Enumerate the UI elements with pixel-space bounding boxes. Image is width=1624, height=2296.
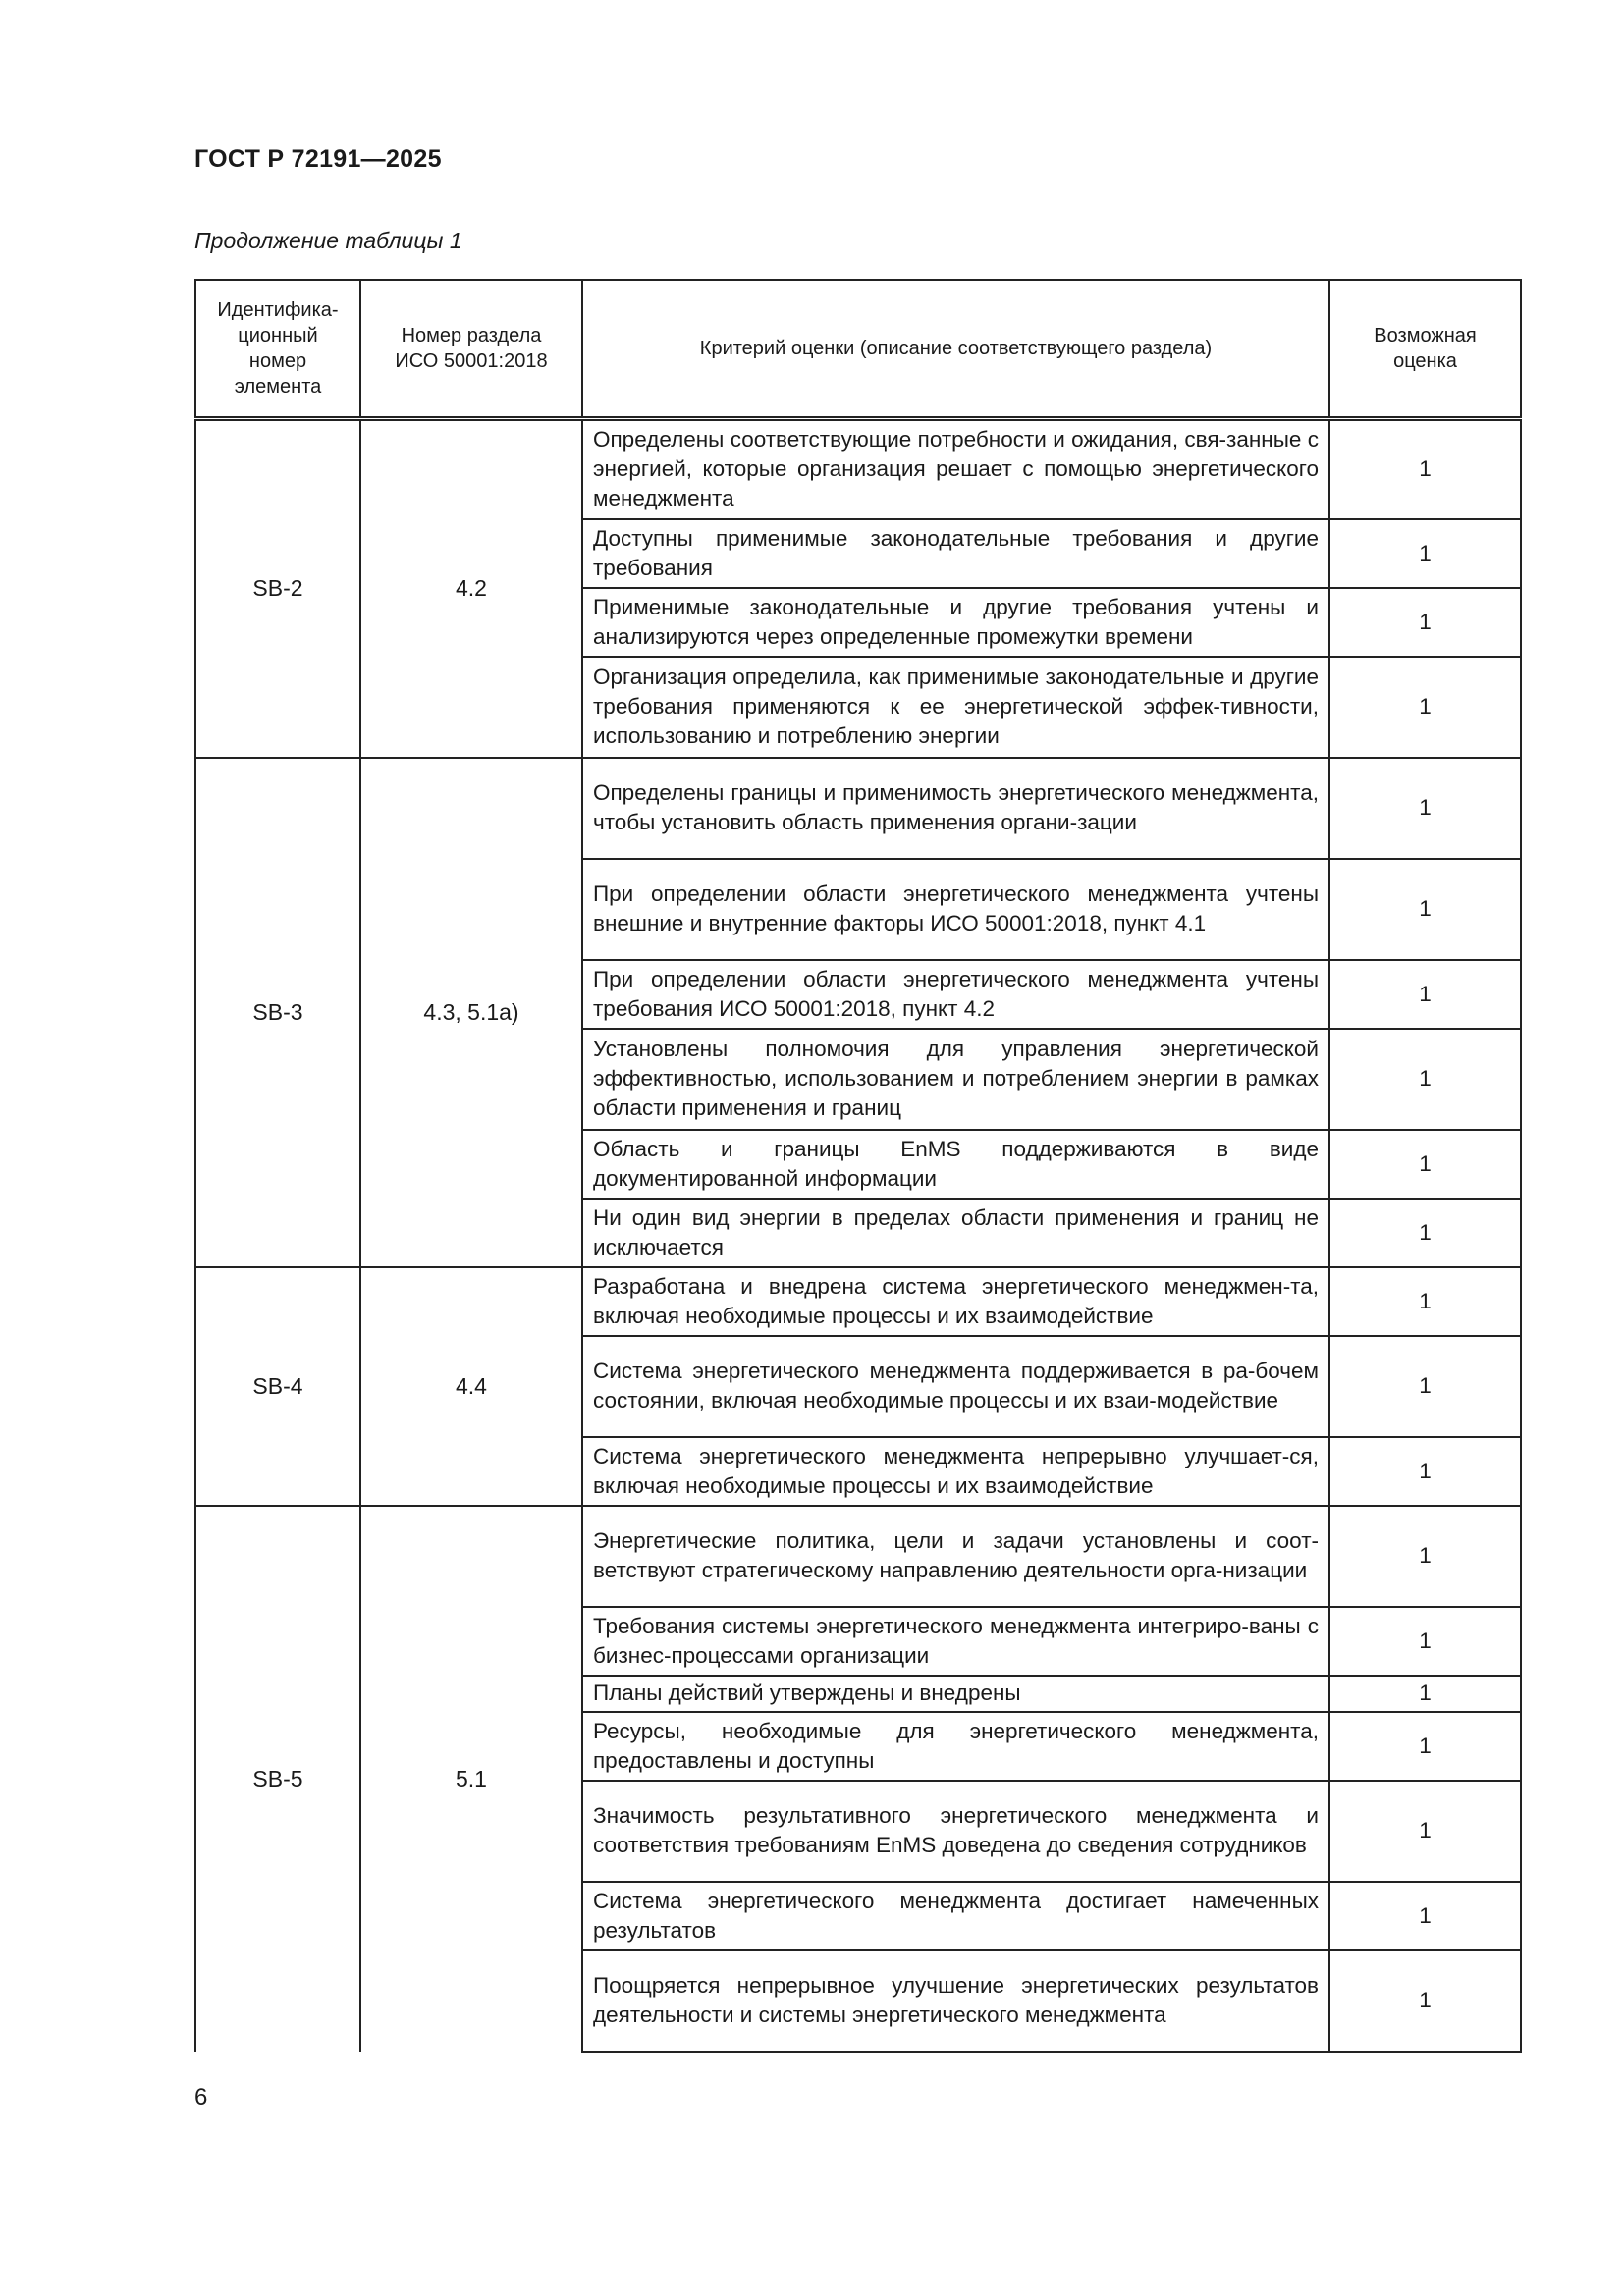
criterion-cell: Система энергетического менеджмента непрерывно улучшает-ся, включая необходимые процессы и их взаимодействие — [582, 1437, 1329, 1506]
table-row — [195, 1267, 1521, 1336]
table-caption: Продолжение таблицы 1 — [194, 228, 462, 253]
table-body — [195, 418, 1521, 2052]
criterion-cell: Организация определила, как применимые законодательные и другие требования применяются к ее энергетической эффек-тивности, использованию и потреблению энергии — [582, 657, 1329, 758]
score-cell: 1 — [1329, 1336, 1521, 1437]
page-number: 6 — [194, 2084, 208, 2110]
score-cell: 1 — [1329, 519, 1521, 588]
element-id-cell: SB-3 — [195, 758, 360, 1267]
score-cell: 1 — [1329, 1712, 1521, 1781]
criterion-cell: Система энергетического менеджмента достигает намеченных результатов — [582, 1882, 1329, 1950]
element-id-cell: SB-2 — [195, 418, 360, 758]
score-cell: 1 — [1329, 1506, 1521, 1607]
score-cell: 1 — [1329, 657, 1521, 758]
criterion-cell: Область и границы EnMS поддерживаются в виде документированной информации — [582, 1130, 1329, 1199]
criterion-cell: Установлены полномочия для управления энергетической эффективностью, использованием и потреблением энергии в рамках области применения и границ — [582, 1029, 1329, 1130]
iso-section-cell: 5.1 — [360, 1506, 582, 2052]
iso-section-cell: 4.2 — [360, 418, 582, 758]
criterion-cell: Определены границы и применимость энергетического менеджмента, чтобы установить область применения органи-зации — [582, 758, 1329, 859]
criterion-cell: Доступны применимые законодательные требования и другие требования — [582, 519, 1329, 588]
score-cell: 1 — [1329, 1029, 1521, 1130]
document-header: ГОСТ Р 72191—2025 — [194, 145, 442, 173]
criterion-cell: Система энергетического менеджмента поддерживается в ра-бочем состоянии, включая необходимые процессы и их взаи-модействие — [582, 1336, 1329, 1437]
element-id-cell: SB-5 — [195, 1506, 360, 2052]
score-cell: 1 — [1329, 1950, 1521, 2052]
score-cell: 1 — [1329, 418, 1521, 519]
score-cell: 1 — [1329, 1130, 1521, 1199]
criterion-cell: Требования системы энергетического менеджмента интегриро-ваны с бизнес-процессами организации — [582, 1607, 1329, 1676]
iso-section-cell: 4.3, 5.1a) — [360, 758, 582, 1267]
header-score: Возможная оценка — [1329, 280, 1521, 418]
criterion-cell: Определены соответствующие потребности и ожидания, свя-занные с энергией, которые организация решает с помощью энергетического менеджмента — [582, 418, 1329, 519]
score-cell: 1 — [1329, 758, 1521, 859]
criterion-cell: Планы действий утверждены и внедрены — [582, 1676, 1329, 1712]
criterion-cell: При определении области энергетического менеджмента учтены требования ИСО 50001:2018, пункт 4.2 — [582, 960, 1329, 1029]
table-row — [195, 758, 1521, 859]
score-cell: 1 — [1329, 1676, 1521, 1712]
header-iso-section: Номер раздела ИСО 50001:2018 — [360, 280, 582, 418]
header-criterion: Критерий оценки (описание соответствующего раздела) — [582, 280, 1329, 418]
criterion-cell: Поощряется непрерывное улучшение энергетических результатов деятельности и системы энергетического менеджмента — [582, 1950, 1329, 2052]
score-cell: 1 — [1329, 1199, 1521, 1267]
score-cell: 1 — [1329, 1267, 1521, 1336]
criterion-cell: Ни один вид энергии в пределах области применения и границ не исключается — [582, 1199, 1329, 1267]
score-cell: 1 — [1329, 1781, 1521, 1882]
score-cell: 1 — [1329, 1607, 1521, 1676]
criterion-cell: Значимость результативного энергетического менеджмента и соответствия требованиям EnMS доведена до сведения сотрудников — [582, 1781, 1329, 1882]
score-cell: 1 — [1329, 588, 1521, 657]
table-row — [195, 1506, 1521, 1607]
criterion-cell: Разработана и внедрена система энергетического менеджмен-та, включая необходимые процессы и их взаимодействие — [582, 1267, 1329, 1336]
score-cell: 1 — [1329, 960, 1521, 1029]
criteria-table — [194, 279, 1522, 2053]
table-row — [195, 418, 1521, 519]
criterion-cell: При определении области энергетического менеджмента учтены внешние и внутренние факторы ИСО 50001:2018, пункт 4.1 — [582, 859, 1329, 960]
iso-section-cell: 4.4 — [360, 1267, 582, 1506]
element-id-cell: SB-4 — [195, 1267, 360, 1506]
score-cell: 1 — [1329, 1437, 1521, 1506]
table-header-row — [195, 280, 1521, 418]
criterion-cell: Энергетические политика, цели и задачи установлены и соот-ветствуют стратегическому направлению деятельности орга-низации — [582, 1506, 1329, 1607]
score-cell: 1 — [1329, 859, 1521, 960]
header-element-id: Идентифика- ционный номер элемента — [195, 280, 360, 418]
criterion-cell: Применимые законодательные и другие требования учтены и анализируются через определенные промежутки времени — [582, 588, 1329, 657]
score-cell: 1 — [1329, 1882, 1521, 1950]
criterion-cell: Ресурсы, необходимые для энергетического менеджмента, предоставлены и доступны — [582, 1712, 1329, 1781]
